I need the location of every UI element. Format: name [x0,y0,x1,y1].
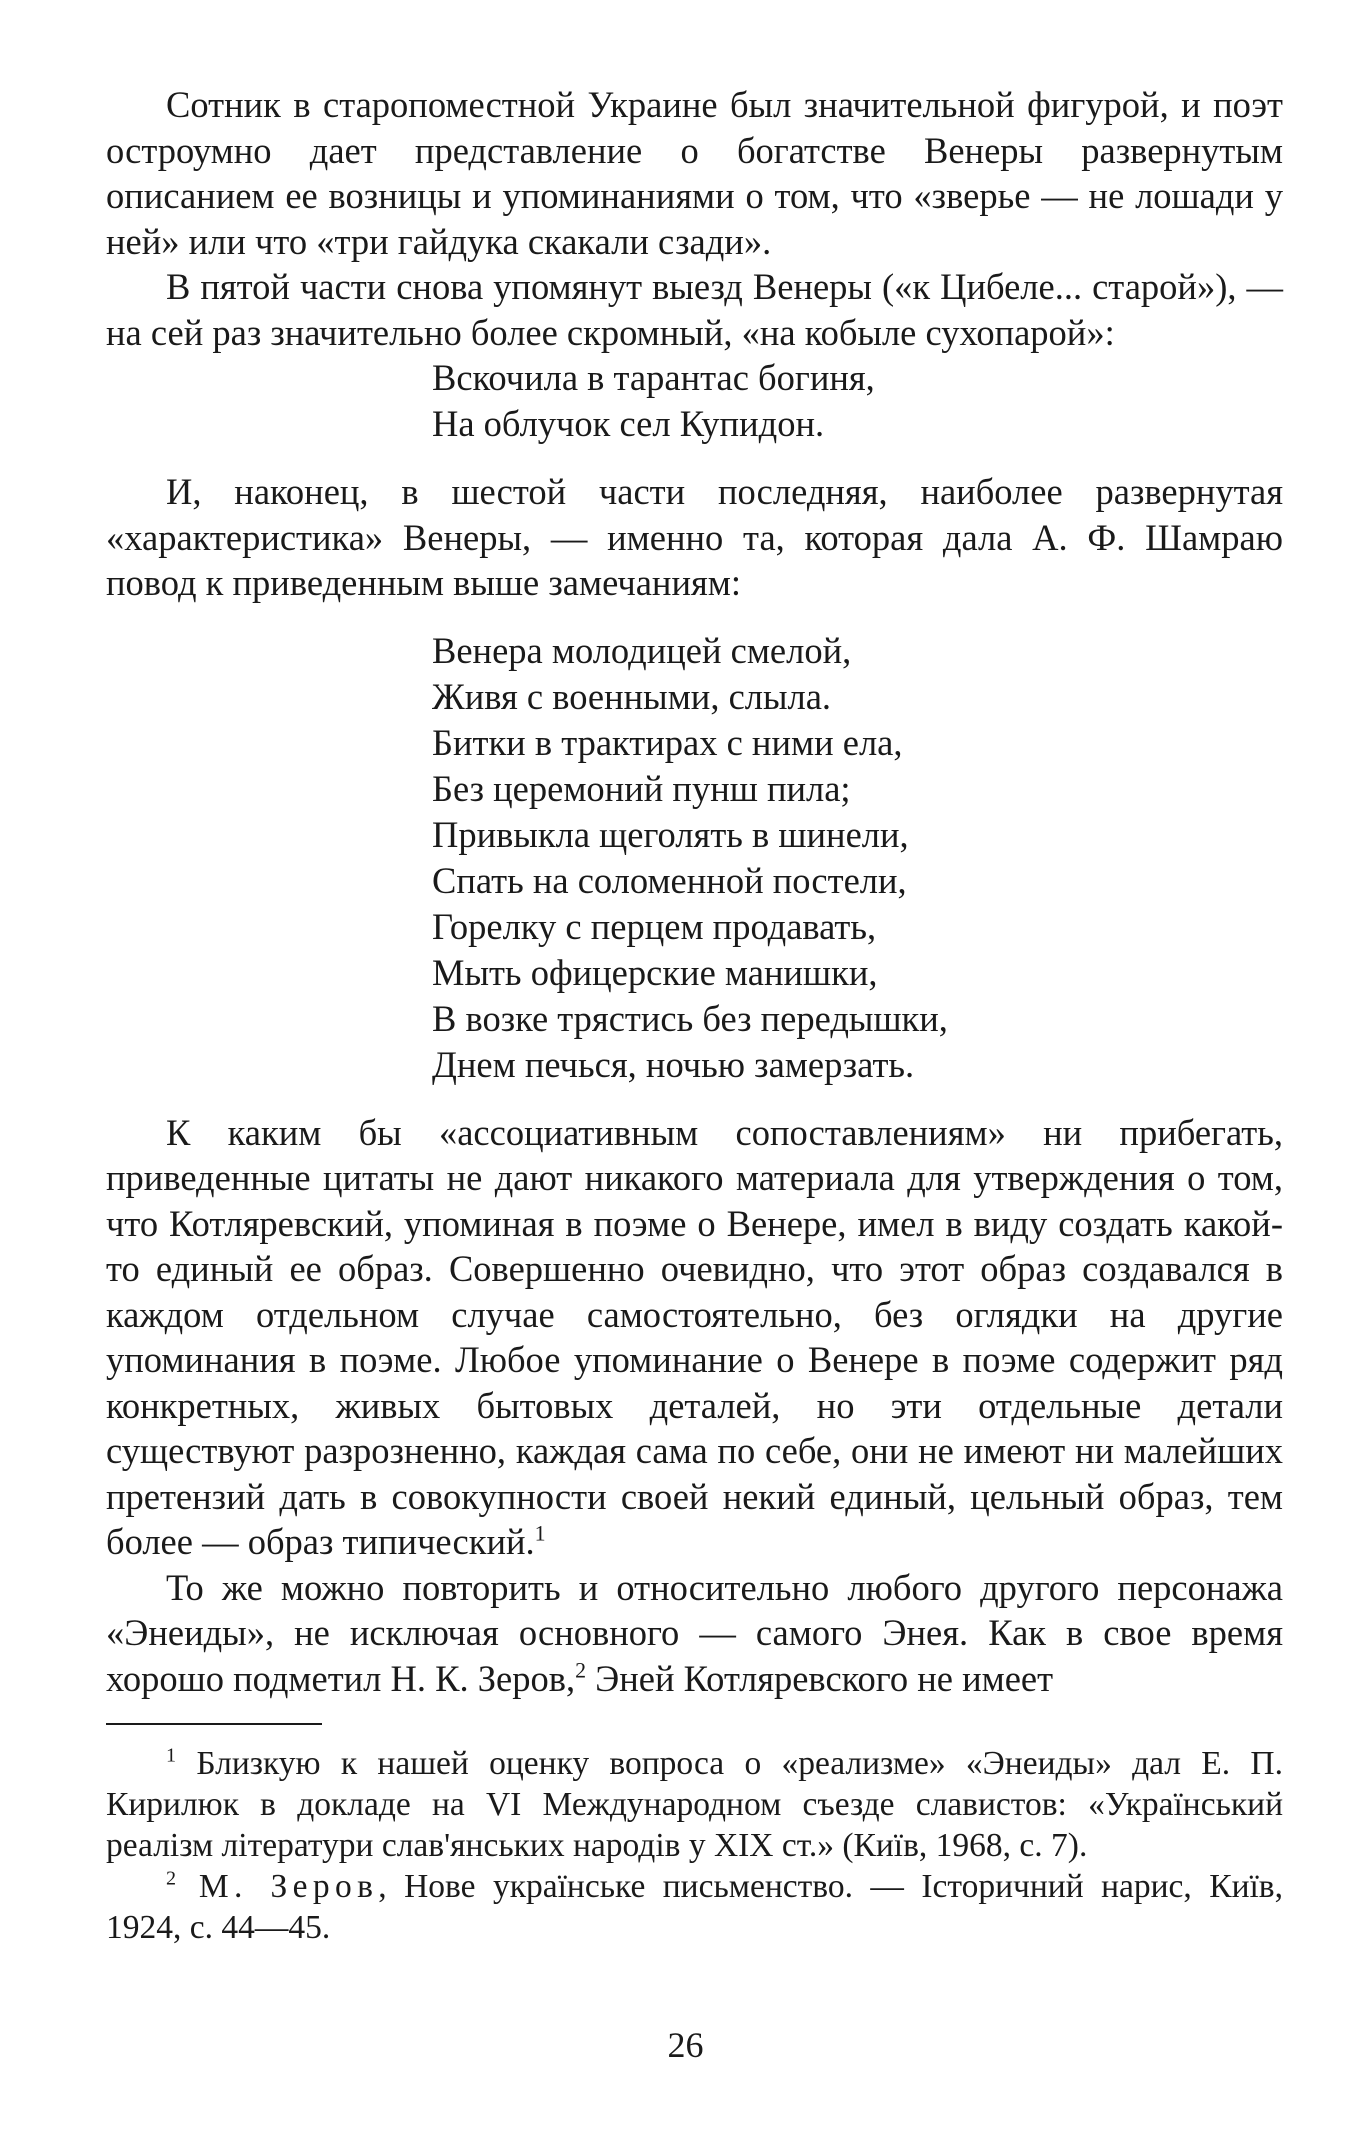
paragraph-aeneas-text-b: Эней Котляревского не имеет [586,1657,1054,1699]
verse-line: Битки в трактирах с ними ела, [432,721,903,763]
verse-line: Днем печься, ночью замерзать. [432,1043,915,1085]
paragraph-associations [106,1110,1283,1565]
footnote-1 [106,1743,1283,1866]
footnote-divider [106,1723,322,1725]
verse-line: Вскочила в тарантас богиня, [432,357,875,398]
verse-line: Живя с военными, слыла. [432,675,832,717]
verse-tarantas [106,355,1283,447]
footnote-1-mark: 1 [166,1744,177,1767]
paragraph-sotnik: Сотник в старопоместной Украине был значительной фигурой, и поэт остроумно дает представление о богатстве Венеры развернутым описанием ее возницы и упоминаниями о том, что «зверье — не лошади у ней» или что «три гайдука скакали сзади». [106,84,1283,262]
verse-line: В возке трястись без передышки, [432,997,948,1039]
verse-line: На облучок сел Купидон. [432,403,825,444]
verse-venera [106,628,1283,1088]
footnote-2-mark: 2 [166,1867,177,1890]
footnote-ref-1: 1 [534,1520,546,1546]
paragraph-aeneas-text-a: То же можно повторить и относительно любого другого персонажа «Энеиды», не исключая основного — самого Энея. Как в свое время хорошо подметил Н. К. Зеров, [106,1566,1283,1699]
paragraph-sixth-part: И, наконец, в шестой части последняя, наиболее развернутая «характеристика» Венеры, — именно та, которая дала А. Ф. Шамраю повод к приведенным выше замечаниям: [106,471,1283,603]
footnote-2-author: М. Зеров [176,1868,379,1905]
footnote-2 [106,1866,1283,1948]
verse-line: Мыть офицерские манишки, [432,951,878,993]
paragraph-fifth-part: В пятой части снова упомянут выезд Венеры («к Цибеле... старой»), — на сей раз значительно более скромный, «на кобыле сухопарой»: [106,266,1283,353]
verse-line: Венера молодицей смелой, [432,629,852,671]
verse-line: Горелку с перцем продавать, [432,905,877,947]
verse-line: Без церемоний пунш пила; [432,767,851,809]
verse-line: Привыкла щеголять в шинели, [432,813,909,855]
footnote-ref-2: 2 [575,1656,587,1682]
footnote-1-text: Близкую к нашей оценку вопроса о «реализме» «Энеиды» дал Е. П. Кирилюк в докладе на VI Международном съезде славистов: «Український реалізм літератури слав'янських народів у XIX ст.» (Київ, 1968, с. 7). [106,1745,1283,1864]
footnote-2-text: , Нове українське письменство. — Історичний нарис, Київ, 1924, с. 44—45. [106,1868,1283,1946]
verse-line: Спать на соломенной постели, [432,859,907,901]
page-number: 26 [667,2025,704,2065]
paragraph-associations-text: К каким бы «ассоциативным сопоставлениям» ни прибегать, приведенные цитаты не дают никакого материала для утверждения о том, что Котляревский, упоминая в поэме о Венере, имел в виду создать какой-то единый ее образ. Совершенно очевидно, что этот образ создавался в каждом отдельном случае самостоятельно, без оглядки на другие упоминания в поэме. Любое упоминание о Венере в поэме содержит ряд конкретных, живых бытовых деталей, но эти отдельные детали существуют разрозненно, каждая сама по себе, они не имеют ни малейших претензий дать в совокупности своей некий единый, цельный образ, тем более — образ типический. [106,1111,1283,1562]
paragraph-aeneas [106,1565,1283,1702]
